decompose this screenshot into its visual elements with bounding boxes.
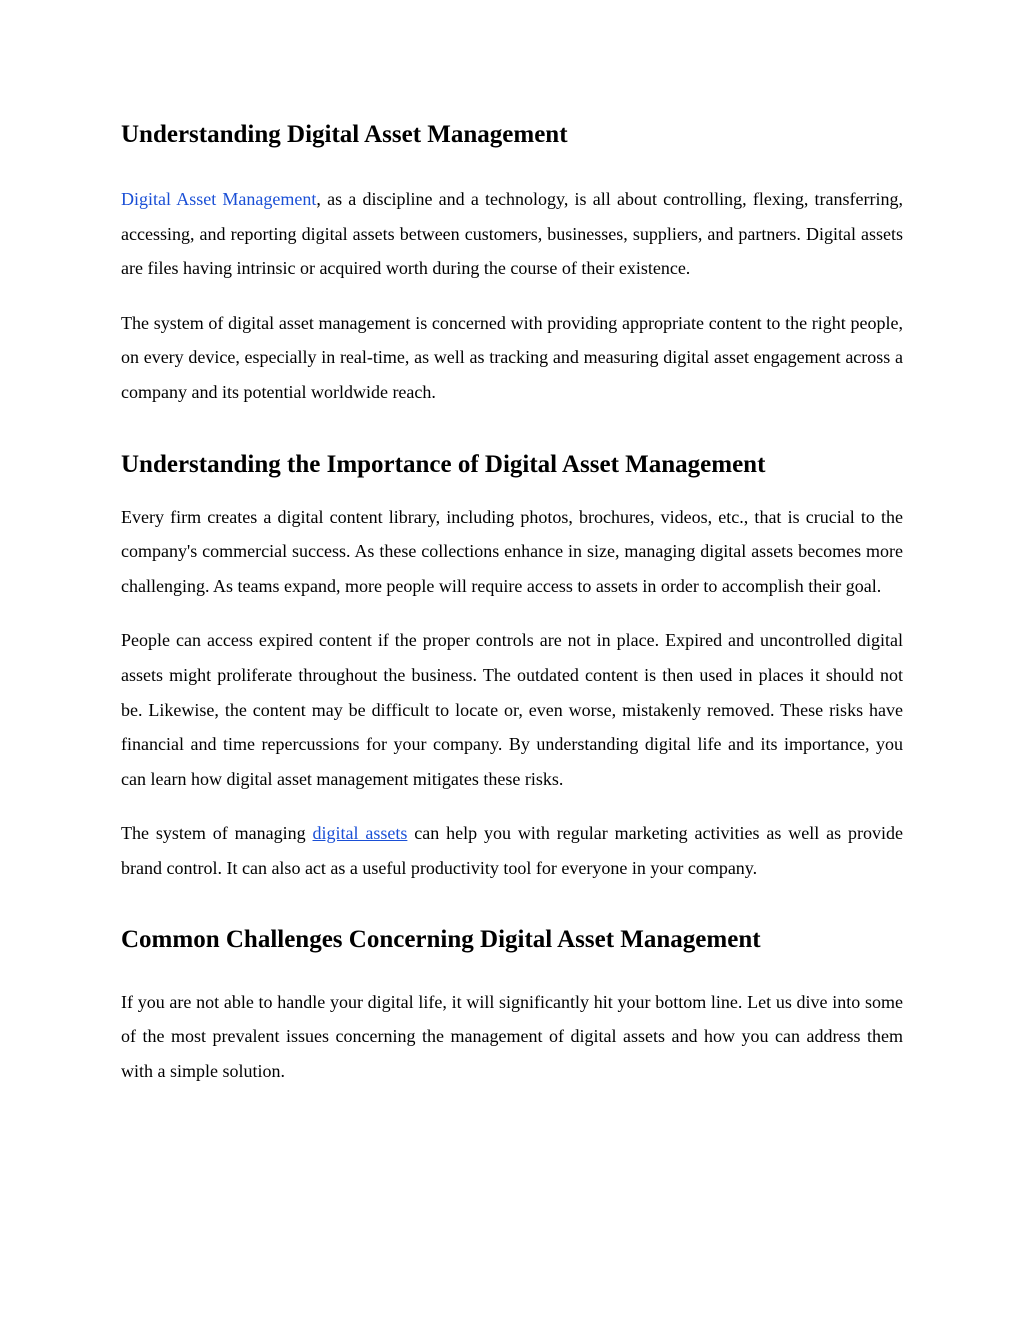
paragraph-managing-text-after: can help you with regular marketing activities as well as provide brand control. It can also act as a useful productivity tool for everyone in your company. (121, 823, 903, 878)
heading-common-challenges: Common Challenges Concerning Digital Asset Management (121, 925, 761, 953)
paragraph-digital-life: If you are not able to handle your digital life, it will significantly hit your bottom line. Let us dive into some of the most prevalent issues concerning the management of digital assets and how you can address them with a simple solution. (121, 991, 903, 1081)
paragraph-managing-digital-assets (121, 816, 903, 885)
paragraph-content-library: Every firm creates a digital content library, including photos, brochures, videos, etc., that is crucial to the company's commercial success. As these collections enhance in size, managing digital assets becomes more challenging. As teams expand, more people will require access to assets in order to accomplish their goal. (121, 506, 903, 596)
section-common-challenges (121, 923, 903, 1089)
paragraph-dam-system: The system of digital asset management is concerned with providing appropriate content to the right people, on every device, especially in real-time, as well as tracking and measuring digital asset engagement across a company and its potential worldwide reach. (121, 312, 903, 402)
heading-importance-dam: Understanding the Importance of Digital Asset Management (121, 450, 766, 478)
heading-understanding-dam: Understanding Digital Asset Management (121, 121, 568, 148)
paragraph-dam-definition (121, 182, 903, 286)
link-digital-assets[interactable]: digital assets (312, 823, 408, 844)
section-understanding-dam (121, 118, 903, 410)
document-page (121, 118, 903, 1088)
paragraph-managing-text-before: The system of managing (121, 823, 313, 844)
paragraph-expired-content: People can access expired content if the proper controls are not in place. Expired and uncontrolled digital assets might proliferate throughout the business. The outdated content is then used in places it should not be. Likewise, the content may be difficult to locate or, even worse, mistakenly removed. These risks have financial and time repercussions for your company. By understanding digital life and its importance, you can learn how digital asset management mitigates these risks. (121, 630, 903, 789)
section-importance-dam (121, 448, 903, 886)
paragraph-dam-definition-text: , as a discipline and a technology, is all about controlling, flexing, transferring, accessing, and reporting digital assets between customers, businesses, suppliers, and partners. Digital assets are files having intrinsic or acquired worth during the course of their existence. (121, 189, 903, 279)
link-digital-asset-management[interactable]: Digital Asset Management (121, 189, 317, 209)
